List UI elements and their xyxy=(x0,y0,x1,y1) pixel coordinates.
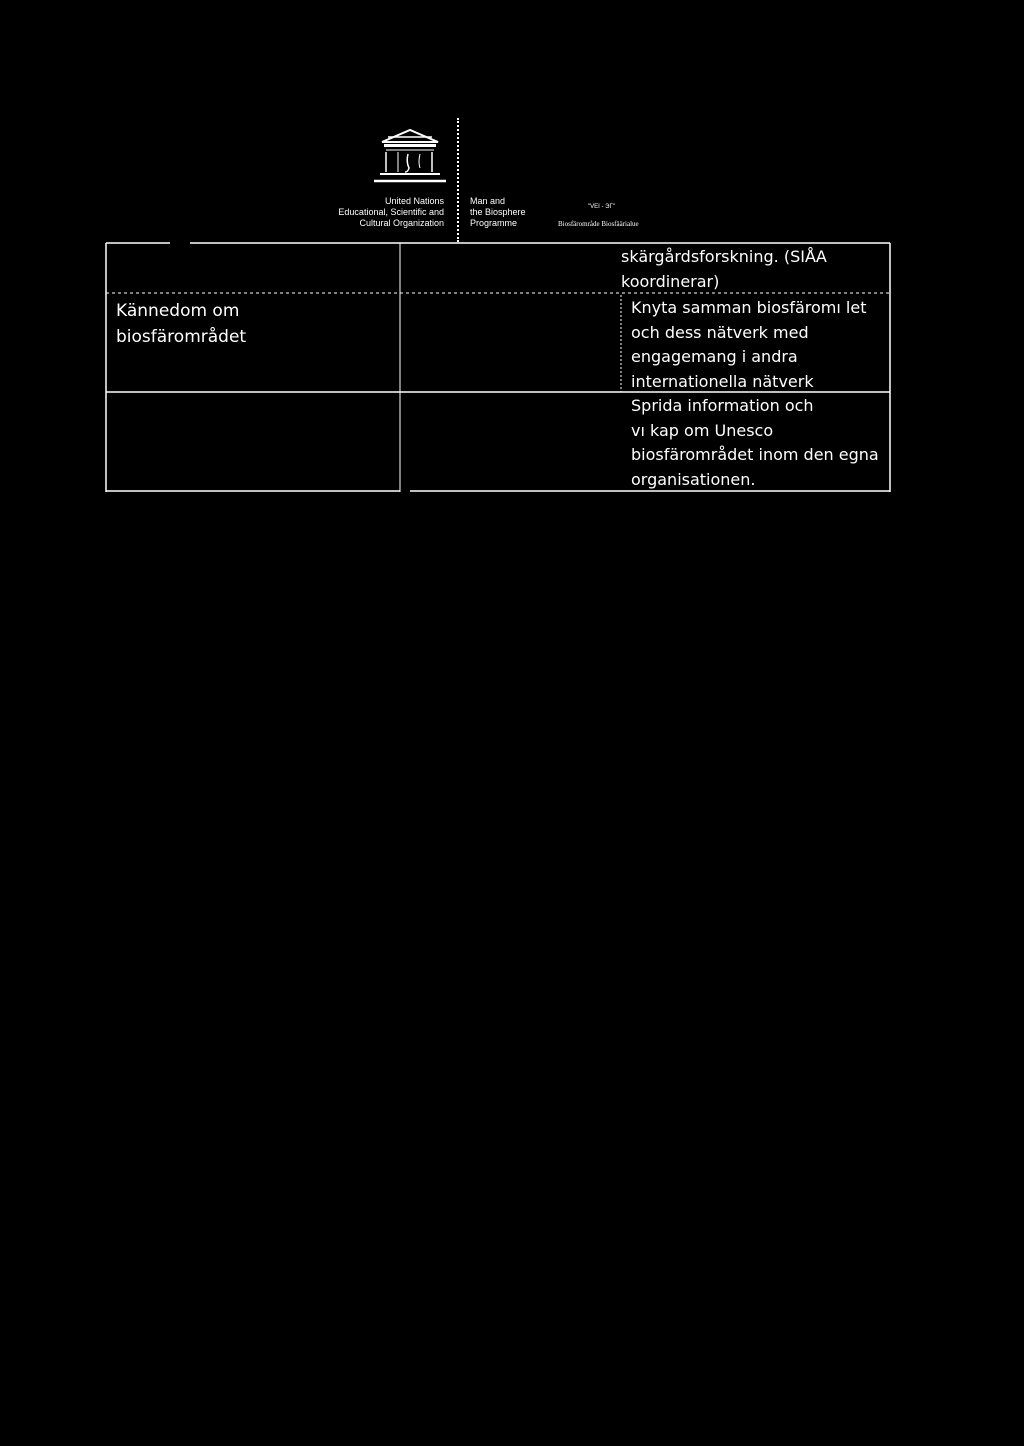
unesco-line: Cultural Organization xyxy=(359,218,444,228)
mab-programme-name xyxy=(470,196,560,229)
cell-line: biosfärområdet xyxy=(116,327,247,347)
cell-line: Sprida information och xyxy=(631,396,814,415)
cell-line: skärgårdsforskning. (SIÅA xyxy=(621,247,827,266)
table-cell-area xyxy=(116,298,246,350)
unesco-organization-name xyxy=(300,196,444,229)
mab-line: the Biosphere xyxy=(470,207,526,217)
cell-line: Kännedom om xyxy=(116,301,240,321)
mab-line: Man and xyxy=(470,196,506,206)
cell-line: koordinerar) xyxy=(621,271,720,291)
table-cell-activity xyxy=(621,245,827,294)
header-divider xyxy=(457,118,459,242)
biosphere-reserve-name: "VEI - ЭГ" xyxy=(588,204,615,210)
cell-line: engagemang i andra xyxy=(631,347,798,366)
mab-line: Programme xyxy=(470,218,518,228)
cell-line: biosfärområdet inom den egna xyxy=(631,445,879,464)
table-cell-activity xyxy=(631,296,866,394)
unesco-temple-logo xyxy=(372,128,448,186)
biosphere-reserve-subtitle: Biosfärområde Biosfäärialue xyxy=(558,220,639,228)
unesco-line: Educational, Scientific and xyxy=(338,207,444,217)
cell-line: vı kap om Unesco xyxy=(631,420,774,440)
cell-line: internationella nätverk xyxy=(631,371,814,391)
table-cell-activity xyxy=(631,394,879,492)
cell-line: organisationen. xyxy=(631,469,756,489)
unesco-line: United Nations xyxy=(384,196,444,206)
cell-line: och dess nätverk med xyxy=(631,322,809,342)
cell-line: Knyta samman biosfäromı let xyxy=(631,298,867,317)
